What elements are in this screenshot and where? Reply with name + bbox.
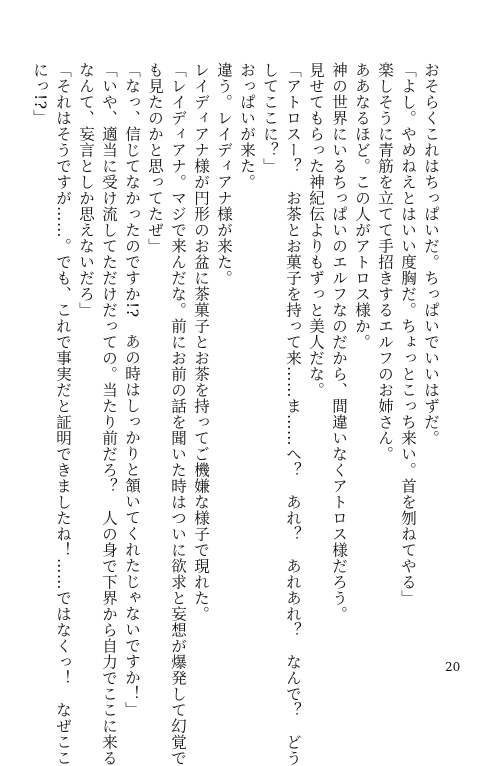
page-number: 20	[445, 660, 461, 674]
text-line: してここに？」	[261, 62, 279, 174]
text-line: おっぱいが来た。	[238, 62, 256, 190]
text-line: 見せてもらった神紀伝よりもずっと美人だな。	[307, 62, 325, 398]
text-line: 「レイディアナ。マジで来んだな。前にお前の話を聞いた時はついに欲求と妄想が爆発して幻覚で	[169, 62, 187, 766]
text-line: なんて、妄言としか思えないだろ」	[77, 62, 95, 318]
vertical-text-body	[31, 62, 442, 766]
text-line: おそらくこれはちっぱいだ。ちっぱいでいいはずだ。	[422, 62, 440, 446]
text-line: 違う。レイディアナ様が来た。	[215, 62, 233, 286]
text-line: 「なっ、信じてなかったのですか!? あの時はしっかりと頷いてくれたじゃないですか！」	[123, 62, 141, 718]
text-line: レイディアナ様が円形のお盆に茶菓子とお茶を持ってご機嫌な様子で現れた。	[192, 62, 210, 622]
text-line: 「それはそうですが……。でも、これで事実だと証明できましたね！……ではなくっ！ なぜここ	[54, 62, 72, 766]
text-line: も見たのかと思ってたぜ」	[146, 62, 164, 254]
text-line: 「アトロスー？ お茶とお菓子を持って来……ま……へ？ あれ？ あれあれ？ なんで？ どう	[284, 62, 302, 766]
text-line: 「よし。やめねえとはいい度胸だ。ちょっとこっち来い。首を刎ねてやる」	[399, 62, 417, 606]
text-line: 楽しそうに青筋を立てて手招きするエルフのお姉さん。	[376, 62, 394, 462]
text-line: ああなるほど。この人がアトロス様か。	[353, 62, 371, 350]
text-line: にっ!?」	[31, 62, 49, 126]
text-line: 「いや、適当に受け流してただけだっての。当たり前だろ？ 人の身で下界から自力でここに来る	[100, 62, 118, 766]
text-line: 神の世界にいるちっぱいのエルフなのだから、間違いなくアトロス様だろう。	[330, 62, 348, 622]
